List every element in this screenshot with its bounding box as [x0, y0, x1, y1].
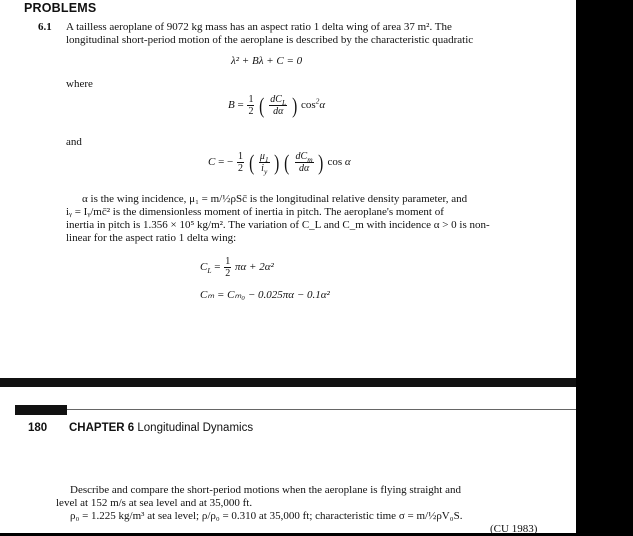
chapter-title: Longitudinal Dynamics [137, 422, 254, 434]
and-label: and [66, 136, 82, 148]
where-label: where [66, 78, 93, 90]
continuation-line-3: ρ₀ = 1.225 kg/m³ at sea level; ρ/ρ₀ = 0.310 at 35,000 ft; characteristic time σ = m/½ρV₀S. [70, 510, 463, 522]
equation-B: B = $\frac{1}{2}$ ( $\frac{dC_L}{d\alpha}$ ) $\cos^2\alpha$ [228, 92, 326, 118]
problem-intro-line-1: A tailless aeroplane of 9072 kg mass has an aspect ratio 1 delta wing of area 37 m². The [66, 21, 452, 33]
continuation-line-1: Describe and compare the short-period motions when the aeroplane is flying straight and [70, 484, 461, 496]
chapter-label: CHAPTER 6 [69, 422, 135, 434]
equation-CL: $C_L$ = $\frac{1}{2}$ πα + 2α² [200, 256, 274, 279]
header-rule [67, 409, 576, 410]
characteristic-equation: λ² + Bλ + C = 0 [231, 55, 303, 67]
definitions-line-1: α is the wing incidence, μ₁ = m/½ρSc̄ is the longitudinal relative density parameter, and [82, 193, 468, 205]
equation-Cm: Cₘ = Cₘ₀ − 0.025πα − 0.1α² [200, 289, 330, 301]
section-heading: PROBLEMS [24, 1, 97, 15]
chapter-tab-marker [15, 405, 67, 415]
definitions-line-3: inertia in pitch is 1.356 × 10⁵ kg/m². The variation of C_L and C_m with incidence α > 0 is non- [66, 219, 490, 231]
problem-intro-line-2: longitudinal short-period motion of the aeroplane is described by the characteristic quadratic [66, 34, 474, 46]
source-citation: (CU 1983) [490, 523, 538, 535]
equation-C: C = − $\frac{1}{2}$ ( $\frac{\mu_1}{i_y}$ ) ( $\frac{dC_m}{d\alpha}$ ) cos α [208, 149, 351, 176]
page-separator [0, 378, 576, 387]
definitions-line-4: linear for the aspect ratio 1 delta wing: [66, 232, 237, 244]
equation-CL-terms: πα + 2α² [234, 261, 274, 274]
continuation-line-2: level at 152 m/s at sea level and at 35,000 ft. [56, 497, 253, 509]
problem-number: 6.1 [38, 21, 52, 33]
chapter-header [69, 422, 253, 434]
definitions-line-2: iᵧ = Iᵧ/mc̄² is the dimensionless moment of inertia in pitch. The aeroplane's moment of [66, 206, 444, 218]
page-number: 180 [28, 422, 48, 434]
